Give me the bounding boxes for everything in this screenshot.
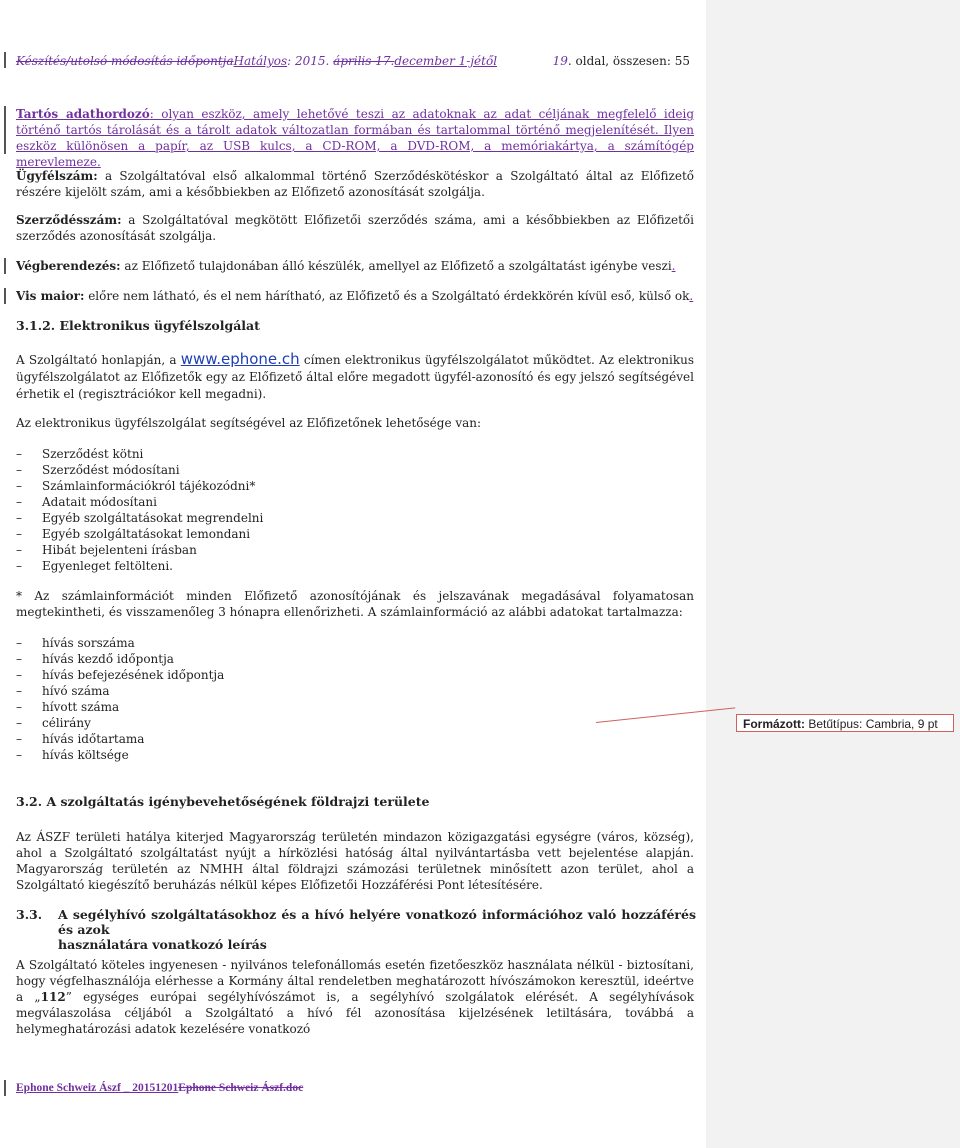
list-item: – Adatait módosítani (16, 494, 416, 510)
list-item: – hívás befejezésének időpontja (16, 667, 416, 683)
section-title-line: használatára vonatkozó leírás (58, 937, 267, 952)
tracked-mark: . (689, 289, 694, 303)
section-heading-3-1-2: 3.1.2. Elektronikus ügyfélszolgálat (16, 318, 260, 333)
tracked-mark: . (671, 259, 676, 273)
list-item: – hívás sorszáma (16, 635, 416, 651)
definition-text: az Előfizető tulajdonában álló készülék, amellyel az Előfizető a szolgáltatást igénybe veszi (120, 259, 672, 273)
paragraph-territory: Az ÁSZF területi hatálya kiterjed Magyarország területén mindazon közigazgatási egységre (város, község), ahol a Szolgáltató szolgáltatást nyújt a hírközlési hatóság által nyilvántartásba vett bejelentése alapján. Magyarország területén az NMHH által földrajzi számozási területnek minősített azon terület, ahol a Szolgáltató kiegészítő beruházás nélkül képes Előfizetői Hozzáférési Pont létesítésére. (16, 830, 694, 892)
page-number-changed: 19 (552, 54, 568, 68)
list-item: – Egyenleget feltölteni. (16, 558, 416, 574)
comment-margin (706, 0, 960, 1148)
list-item: – Egyéb szolgáltatásokat megrendelni (16, 510, 416, 526)
format-comment[interactable] (736, 714, 954, 732)
paragraph-text: ” egységes európai segélyhívószámot is, a segélyhívó szolgálatok elérését. A segélyhívások megválaszolása céljából a Szolgáltató a hívó fél azonosítása kijelzésének letiltására, továbbá a helymeghatározási adatok kezelésére vonatkozó (16, 990, 694, 1036)
section-title-line: A segélyhívó szolgáltatásokhoz és a hívó helyére vonatkozó információhoz való hozzáférés és azok (58, 907, 696, 937)
list-item: – Hibát bejelenteni írásban (16, 542, 416, 558)
definition-term: Szerződésszám: (16, 213, 122, 227)
definition-term: Ügyfélszám: (16, 169, 98, 183)
list-item: – hívás költsége (16, 747, 416, 763)
definition-term: Vis maior: (16, 289, 85, 303)
definition-term: Tartós adathordozó (16, 107, 150, 121)
change-bar (4, 106, 6, 154)
list-item: – Szerződést kötni (16, 446, 416, 462)
paragraph-web-service (16, 351, 694, 403)
definition-tartos-adathordozo (16, 106, 694, 170)
change-bar (4, 258, 6, 274)
paragraph-options-intro: Az elektronikus ügyfélszolgálat segítségével az Előfizetőnek lehetősége van: (16, 416, 482, 430)
page-footer (16, 1082, 303, 1094)
change-bar (4, 52, 6, 68)
website-link[interactable]: www.ephone.ch (180, 350, 300, 368)
emergency-number: 112 (40, 990, 66, 1004)
paragraph-billing-info: * Az számlainformációt minden Előfizető azonosítójának és jelszavának megadásával folyamatosan megtekintheti, és visszamenőleg 3 hónapra ellenőrizheti. A számlainformáció az alábbi adatokat tartalmazza: (16, 589, 694, 619)
list-item: – hívás időtartama (16, 731, 416, 747)
change-bar (4, 288, 6, 304)
definition-vis-maior (16, 288, 694, 304)
paragraph-text: A Szolgáltató köteles ingyenesen - nyilvános telefonállomás esetén fizetőeszköz használata nélkül - biztosítani, hogy végfelhasználója elérhesse a Kormány által rendeletben meghatározott hívószámokon keresztül, ideértve a „ (16, 958, 694, 1004)
definition-text: előre nem látható, és el nem hárítható, az Előfizető és a Szolgáltató érdekkörén kívül eső, külső ok (84, 289, 690, 303)
change-bar (4, 1080, 6, 1096)
list-item: – Egyéb szolgáltatásokat lemondani (16, 526, 416, 542)
definition-ugyfelszam (16, 168, 694, 200)
page-count: . oldal, összesen: 55 (567, 54, 690, 68)
billing-fields-list (16, 635, 416, 763)
header-deleted-date: április 17. (333, 54, 395, 68)
section-heading-3-3 (16, 907, 696, 952)
header-deleted-text: Készítés/utolsó módosítás időpontja (16, 54, 234, 68)
definition-szerzodesszam (16, 212, 694, 244)
list-item: – Szerződést módosítani (16, 462, 416, 478)
list-item: – hívás kezdő időpontja (16, 651, 416, 667)
header-inserted-date: december 1-jétől (394, 54, 498, 68)
list-item: – Számlainformációkról tájékozódni* (16, 478, 416, 494)
definition-term: Végberendezés: (16, 259, 121, 273)
definition-vegberendezes (16, 258, 694, 274)
page-number (553, 54, 690, 68)
paragraph-text: címen elektronikus ügyfélszolgálatot működtet. Az elektronikus ügyfélszolgálatot az Előfizetők egy az Előfizető által előre megadott ügyfél-azonosító és egy jelszó segítségével érhetik el (regisztrációkor kell megadni). (16, 353, 694, 401)
definition-text: a Szolgáltatóval megkötött Előfizetői szerződés száma, ami a későbbiekben az Előfizetői szerződés azonosítását szolgálja. (16, 213, 694, 243)
header-validity (16, 54, 497, 68)
comment-text: Betűtípus: Cambria, 9 pt (805, 717, 938, 731)
header-text: : 2015. (287, 54, 334, 68)
definition-text: : olyan eszköz, amely lehetővé teszi az adatoknak az adat céljának megfelelő ideig történő tartós tárolását és a tárolt adatok változatlan formában és tartalommal történő megjelenítését. Ilyen eszköz különösen a papír, az USB kulcs, a CD-ROM, a DVD-ROM, a memóriakártya, a számítógép merevlemeze. (16, 107, 695, 169)
section-number: 3.3. (16, 907, 43, 922)
comment-label: Formázott: (743, 717, 805, 731)
section-heading-3-2: 3.2. A szolgáltatás igénybevehetőségének földrajzi területe (16, 794, 430, 809)
footer-inserted-text: Ephone Schweiz Ászf _ 20151201 (16, 1082, 179, 1094)
definition-text: a Szolgáltatóval első alkalommal történő Szerződéskötéskor a Szolgáltató által az Előfizető részére kijelölt szám, ami a későbbiekben az Előfizető azonosítását szolgálja. (16, 169, 694, 199)
list-item: – célirány (16, 715, 416, 731)
header-inserted-text: Hatályos (233, 54, 288, 68)
list-item: – hívott száma (16, 699, 416, 715)
options-list (16, 446, 416, 574)
list-item: – hívó száma (16, 683, 416, 699)
paragraph-text: A Szolgáltató honlapján, a (16, 353, 181, 367)
footer-deleted-text: Ephone Schweiz Ászf.doc (178, 1082, 304, 1094)
paragraph-emergency (16, 957, 694, 1037)
